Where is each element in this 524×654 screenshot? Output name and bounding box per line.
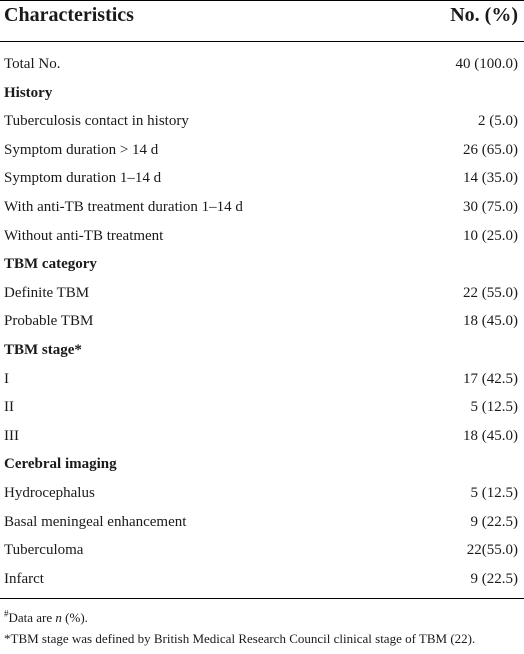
row-value: 40 (100.0) (455, 56, 518, 72)
row-label: III (4, 427, 19, 444)
row-label: Infarct (4, 570, 44, 587)
row-value: 30 (75.0) (463, 198, 518, 215)
table-row (0, 479, 524, 508)
section-header-row (0, 79, 524, 108)
row-label: Tuberculosis contact in history (4, 113, 189, 130)
table-row (0, 222, 524, 251)
row-value: 2 (5.0) (478, 113, 518, 130)
row-label: TBM stage* (4, 341, 82, 358)
table-row (0, 307, 524, 336)
row-label: Hydrocephalus (4, 484, 95, 501)
header-characteristics: Characteristics (4, 4, 134, 26)
footnote-text: Data are (8, 610, 56, 625)
row-value: 17 (42.5) (463, 370, 518, 387)
table-row (0, 50, 524, 79)
row-value: 14 (35.0) (463, 170, 518, 187)
row-label: Definite TBM (4, 284, 90, 301)
table-row (0, 279, 524, 308)
row-value: 22 (55.0) (463, 284, 518, 301)
row-label: I (4, 370, 9, 387)
header-value: No. (%) (450, 4, 518, 26)
section-header-row (0, 250, 524, 279)
row-label: History (4, 84, 53, 101)
section-header-row (0, 336, 524, 365)
table-top-rule (0, 0, 524, 1)
table-bottom-rule (0, 598, 524, 599)
table-row (0, 565, 524, 594)
row-label: Cerebral imaging (4, 456, 117, 473)
row-label: Tuberculoma (4, 542, 84, 559)
row-label: Probable TBM (4, 313, 94, 330)
row-value: 18 (45.0) (463, 313, 518, 330)
table-row (0, 107, 524, 136)
footnote-tail: (%). (61, 610, 88, 625)
row-value: 18 (45.0) (463, 427, 518, 444)
table-row (0, 365, 524, 394)
table-header-rule (0, 41, 524, 42)
row-value: 5 (12.5) (470, 399, 518, 416)
row-label: Without anti-TB treatment (4, 227, 164, 244)
row-label: Symptom duration 1–14 d (4, 170, 162, 187)
table-header (0, 2, 524, 40)
row-label: Symptom duration > 14 d (4, 141, 159, 158)
table-body (0, 50, 524, 593)
section-header-row (0, 450, 524, 479)
footnote-tbm-stage: *TBM stage was defined by British Medical Research Council clinical stage of TBM (22). (4, 631, 476, 646)
table-row (0, 164, 524, 193)
footnote-data-format (4, 607, 520, 628)
table-row (0, 508, 524, 537)
row-label: II (4, 399, 14, 416)
footnote-mark: # (4, 608, 9, 619)
row-value: 10 (25.0) (463, 227, 518, 244)
row-value: 9 (22.5) (470, 513, 518, 530)
row-value: 9 (22.5) (470, 570, 518, 587)
row-value: 26 (65.0) (463, 141, 518, 158)
table-footnotes (4, 607, 520, 649)
row-label: Basal meningeal enhancement (4, 513, 187, 530)
table-row (0, 422, 524, 451)
row-label: TBM category (4, 256, 97, 273)
table-row (0, 193, 524, 222)
row-label: With anti-TB treatment duration 1–14 d (4, 198, 243, 215)
table-row (0, 536, 524, 565)
table-row (0, 136, 524, 165)
row-value: 22(55.0) (466, 542, 518, 559)
row-label: Total No. (4, 56, 61, 72)
row-value: 5 (12.5) (470, 484, 518, 501)
table-row (0, 393, 524, 422)
footnote-italic: n (55, 610, 62, 625)
